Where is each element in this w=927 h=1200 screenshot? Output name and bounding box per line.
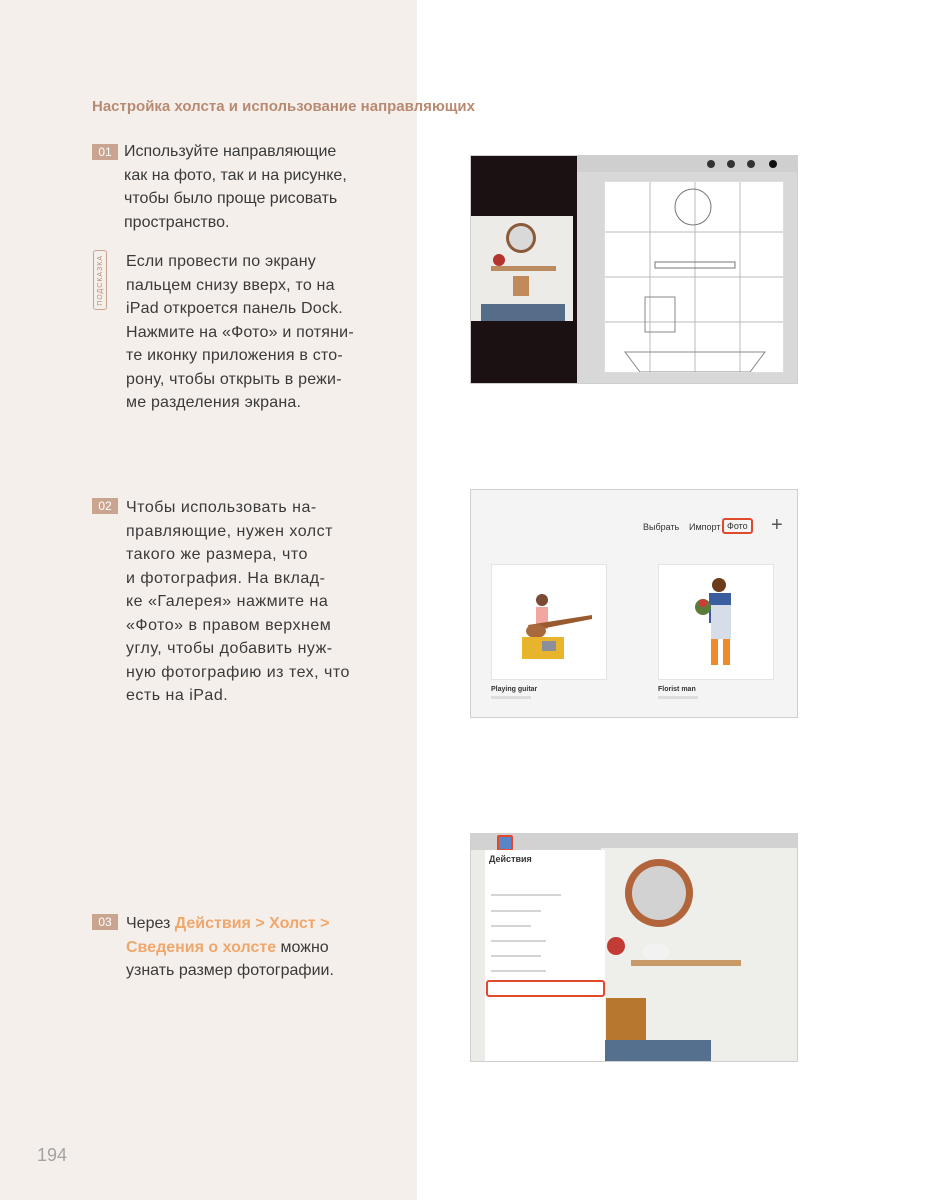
menu-item[interactable] [491,940,546,942]
import-button[interactable]: Импорт [689,522,721,532]
artwork-subtitle [658,696,698,699]
hint-tag-label: ПОДСКАЗКА [96,254,104,306]
color-icon[interactable] [769,160,777,168]
text-line [126,912,334,936]
text-line [126,936,334,960]
text-line: такого же размера, что [126,546,308,563]
step-2-text [126,496,350,708]
text-line: рону, чтобы открыть в режи- [126,370,342,388]
guide-sketch [605,182,783,372]
text-line: iPad откроется панель Dock. [126,300,343,317]
page-number: 194 [37,1145,68,1165]
text-line: Если провести по экрану [126,253,317,270]
text-line: те иконку приложения в сто- [126,347,343,364]
reference-photo [471,216,573,321]
text-line: есть на iPad. [126,687,229,704]
text-suffix: можно [276,938,329,956]
text-line: как на фото, так и на рисунке, [124,166,347,184]
smudge-icon[interactable] [727,160,735,168]
text-line: Нажмите на «Фото» и потяни- [126,323,354,341]
artwork-subtitle [491,696,531,699]
guitar-player-illustration [492,565,606,679]
menu-item[interactable] [491,910,541,912]
bathroom-photo [601,848,797,1061]
artwork-title: Playing guitar [491,686,538,693]
artwork-card[interactable] [658,564,774,680]
eraser-icon[interactable] [747,160,755,168]
text-line: «Фото» в правом верхнем [126,616,332,634]
text-line: правляющие, нужен холст [126,522,333,540]
text-prefix: Через [126,915,175,932]
split-screen-screenshot [470,155,798,384]
canvas-info-highlight[interactable] [486,980,605,997]
section-title: Настройка холста и использование направляющих [92,98,475,115]
step-number-badge: 01 [92,144,118,160]
hint-tag [93,250,107,310]
text-line: ную фотографию из тех, что [126,663,350,681]
text-line: чтобы было проще рисовать [124,190,338,207]
actions-screenshot [470,833,798,1062]
artwork-title: Florist man [658,686,696,693]
text-line: углу, чтобы добавить нуж- [126,640,333,657]
hint-text [126,250,354,415]
actions-menu [485,850,605,1061]
text-line: пространство. [124,213,230,231]
text-line: пальцем снизу вверх, то на [126,276,335,294]
menu-item[interactable] [491,925,531,927]
text-line: узнать размер фотографии. [126,962,334,979]
text-line: и фотография. На вклад- [126,569,326,587]
step-3-text [126,912,334,983]
step-1-text [124,140,347,234]
gallery-screenshot [470,489,798,718]
artwork-card[interactable] [491,564,607,680]
step-number-badge: 03 [92,914,118,930]
menu-item[interactable] [491,894,561,896]
text-line: ке «Галерея» нажмите на [126,593,329,610]
text-line: Используйте направляющие [124,143,337,160]
step-number-badge: 02 [92,498,118,514]
menu-item[interactable] [491,970,546,972]
drawing-canvas[interactable] [604,181,784,373]
plus-button[interactable]: + [771,514,783,536]
actions-menu-title: Действия [489,854,532,864]
procreate-toolbar [577,156,797,172]
florist-illustration [659,565,773,679]
wrench-icon[interactable] [497,835,513,851]
bathroom-photo [471,216,573,321]
text-line: ме разделения экрана. [126,394,302,411]
highlight-path: Действия > Холст > [174,915,330,932]
photo-button[interactable]: Фото [722,518,753,534]
menu-item[interactable] [491,955,541,957]
text-line: Чтобы использовать на- [126,499,317,516]
select-button[interactable]: Выбрать [643,522,680,532]
brush-icon[interactable] [707,160,715,168]
highlight-path: Сведения о холсте [126,938,277,956]
